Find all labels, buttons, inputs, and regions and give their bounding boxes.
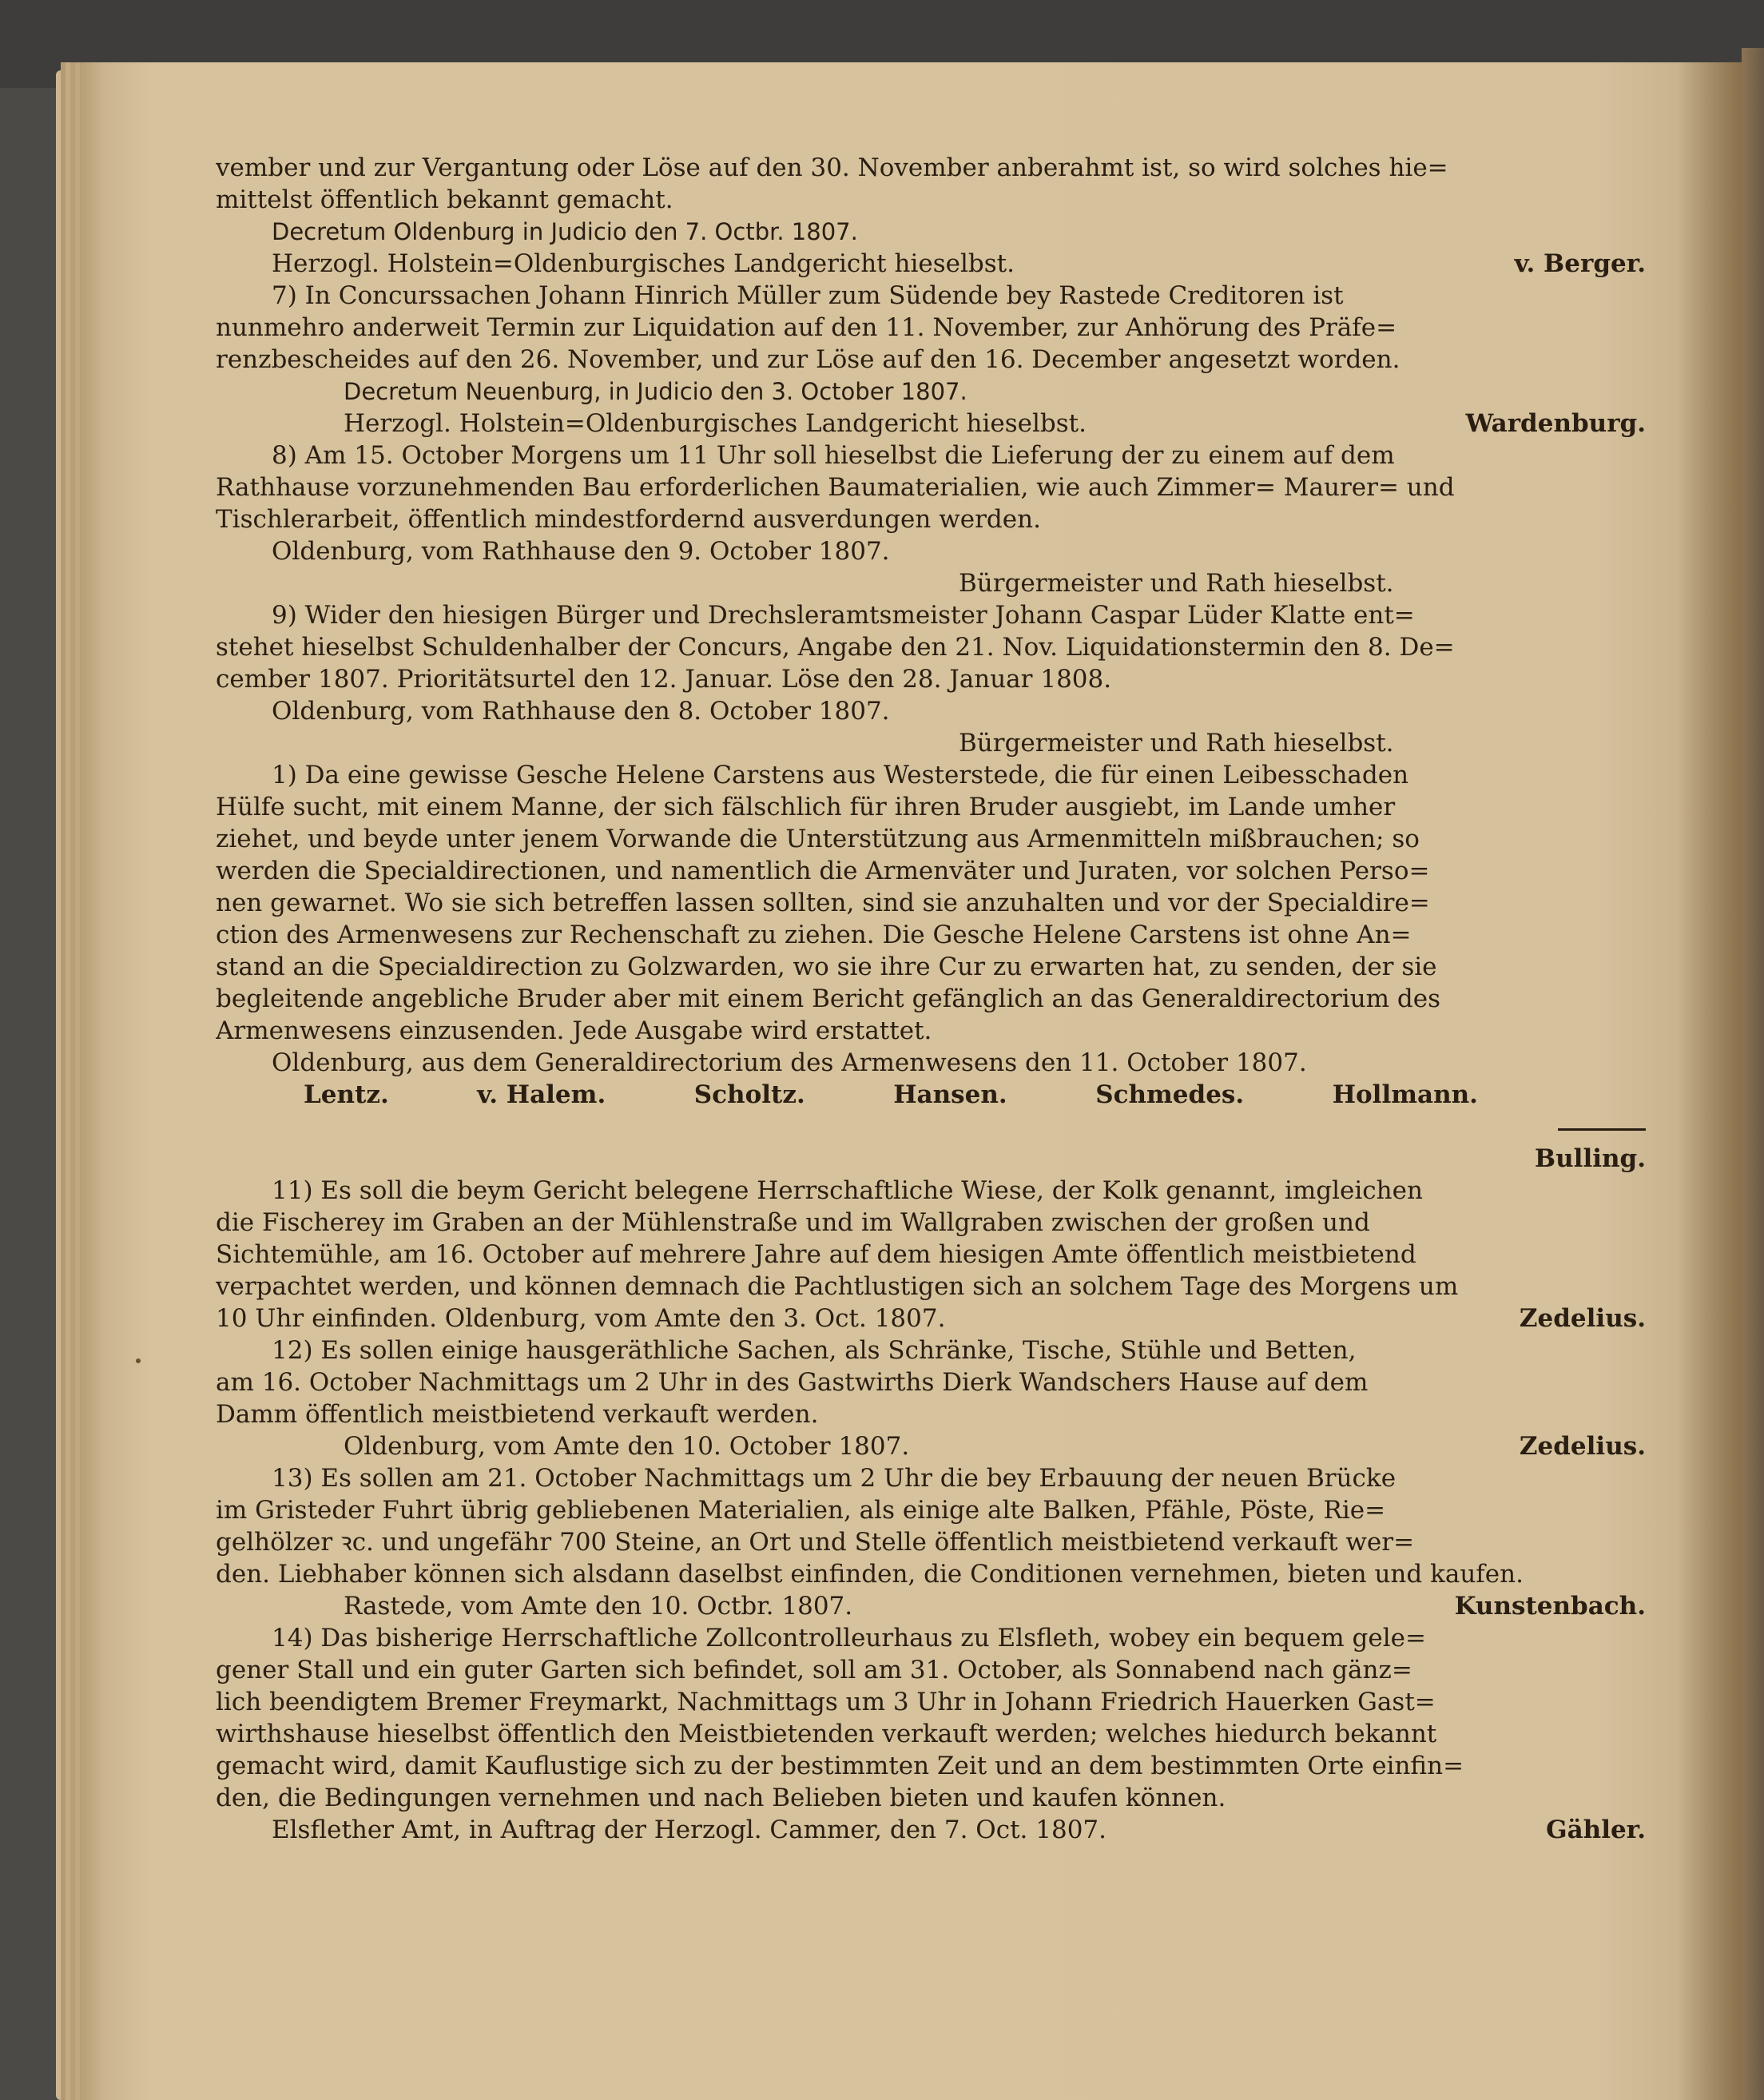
signature-line xyxy=(216,1814,1646,1846)
text-line: cember 1807. Prioritätsurtel den 12. Januar. Löse den 28. Januar 1808. xyxy=(216,665,1112,694)
text-line: ziehet, und beyde unter jenem Vorwande die Unterstützung aus Armenmitteln mißbrauchen; so xyxy=(216,825,1420,853)
date-line: Oldenburg, vom Rathhause den 9. October 1807. xyxy=(272,537,890,566)
text-line: werden die Specialdirectionen, und namentlich die Armenväter und Juraten, vor solchen Perso= xyxy=(216,857,1430,885)
signature: Wardenburg. xyxy=(1465,409,1646,438)
text-line: Sichtemühle, am 16. October auf mehrere Jahre auf dem hiesigen Amte öffentlich meistbietend xyxy=(216,1240,1416,1269)
notice-14-line: 14) Das bisherige Herrschaftliche Zollcontrolleurhaus zu Elsfleth, wobey ein bequem gele= xyxy=(272,1624,1426,1653)
signature-line xyxy=(216,1303,1646,1334)
signature: Zedelius. xyxy=(1519,1432,1646,1461)
text-line: den. Liebhaber können sich alsdann daselbst einfinden, die Conditionen vernehmen, bieten und kaufen. xyxy=(216,1560,1524,1589)
signature: Gähler. xyxy=(1546,1816,1646,1844)
notice-10-line: 1) Da eine gewisse Gesche Helene Carstens aus Westerstede, die für einen Leibesschaden xyxy=(272,761,1409,789)
text-line: Damm öffentlich meistbietend verkauft werden. xyxy=(216,1400,819,1429)
text-line: stehet hieselbst Schuldenhalber der Concurs, Angabe den 21. Nov. Liquidationstermin den 8. De= xyxy=(216,633,1455,662)
signatory: Hollmann. xyxy=(1332,1080,1478,1109)
text-line: Rathhause vorzunehmenden Bau erforderlichen Baumaterialien, wie auch Zimmer= Maurer= und xyxy=(216,473,1455,502)
text-line: begleitende angebliche Bruder aber mit einem Bericht gefänglich an das Generaldirectorium des xyxy=(216,984,1441,1013)
signatory: Schmedes. xyxy=(1095,1080,1245,1109)
text-line: gener Stall und ein guter Garten sich befindet, soll am 31. October, als Sonnabend nach gänz= xyxy=(216,1656,1412,1684)
signatory: Lentz. xyxy=(304,1080,389,1109)
signatory: Scholtz. xyxy=(693,1080,805,1109)
date-text: Oldenburg, vom Amte den 10. October 1807. xyxy=(344,1432,910,1461)
signature-line xyxy=(216,1590,1646,1622)
signature: v. Berger. xyxy=(1514,249,1646,278)
paper-spot xyxy=(136,1358,141,1363)
notice-8-line: 8) Am 15. October Morgens um 11 Uhr soll hieselbst die Lieferung der zu einem auf dem xyxy=(272,441,1395,470)
newspaper-text xyxy=(216,152,1646,1846)
signature-line: Bürgermeister und Rath hieselbst. xyxy=(959,729,1394,758)
text-line: wirthshause hieselbst öffentlich den Meistbietenden verkauft werden; welches hiedurch bekannt xyxy=(216,1720,1437,1748)
notice-7-line: 7) In Concurssachen Johann Hinrich Müller zum Südende bey Rastede Creditoren ist xyxy=(272,281,1344,310)
court-name: Herzogl. Holstein=Oldenburgisches Landgericht hieselbst. xyxy=(272,249,1015,278)
signature-line xyxy=(216,408,1646,439)
book-right-edge xyxy=(1742,48,1764,2100)
date-text: 10 Uhr einfinden. Oldenburg, vom Amte den 3. Oct. 1807. xyxy=(216,1304,946,1333)
text-line: mittelst öffentlich bekannt gemacht. xyxy=(216,185,673,214)
signature-line xyxy=(216,1430,1646,1462)
text-line: gemacht wird, damit Kauflustige sich zu der bestimmten Zeit und an dem bestimmten Orte einfin= xyxy=(216,1752,1464,1780)
text-line: am 16. October Nachmittags um 2 Uhr in des Gastwirths Dierk Wandschers Hause auf dem xyxy=(216,1368,1369,1397)
signatory: v. Halem. xyxy=(477,1080,606,1109)
signature-line: Bürgermeister und Rath hieselbst. xyxy=(959,569,1394,598)
signature: Kunstenbach. xyxy=(1454,1592,1646,1621)
text-line: Tischlerarbeit, öffentlich mindestfordernd ausverdungen werden. xyxy=(216,505,1041,534)
notice-12-line: 12) Es sollen einige hausgeräthliche Sachen, als Schränke, Tische, Stühle und Betten, xyxy=(272,1336,1357,1365)
text-line: Armenwesens einzusenden. Jede Ausgabe wird erstattet. xyxy=(216,1016,932,1045)
text-line: stand an die Specialdirection zu Golzwarden, wo sie ihre Cur zu erwarten hat, zu senden, der sie xyxy=(216,953,1437,981)
date-line: Oldenburg, aus dem Generaldirectorium des Armenwesens den 11. October 1807. xyxy=(272,1048,1307,1077)
text-line: renzbescheides auf den 26. November, und zur Löse auf den 16. December angesetzt worden. xyxy=(216,345,1400,374)
notice-9-line: 9) Wider den hiesigen Bürger und Drechsleramtsmeister Johann Caspar Lüder Klatte ent= xyxy=(272,601,1415,630)
text-line: die Fischerey im Graben an der Mühlenstraße und im Wallgraben zwischen der großen und xyxy=(216,1208,1370,1237)
text-line: nen gewarnet. Wo sie sich betreffen lassen sollten, sind sie anzuhalten und vor der Specialdire= xyxy=(216,889,1430,917)
text-line: lich beendigtem Bremer Freymarkt, Nachmittags um 3 Uhr in Johann Friedrich Hauerken Gast= xyxy=(216,1688,1436,1716)
signature: Zedelius. xyxy=(1519,1304,1646,1333)
notice-11-line: 11) Es soll die beym Gericht belegene Herrschaftliche Wiese, der Kolk genannt, imgleichen xyxy=(272,1176,1423,1205)
text-line: den, die Bedingungen vernehmen und nach Belieben bieten und kaufen können. xyxy=(216,1784,1226,1812)
text-line: Hülfe sucht, mit einem Manne, der sich fälschlich für ihren Bruder ausgiebt, im Lande umher xyxy=(216,793,1396,821)
page-gutter-shadow xyxy=(1678,62,1742,2100)
date-text: Elsflether Amt, in Auftrag der Herzogl. Cammer, den 7. Oct. 1807. xyxy=(272,1816,1106,1844)
court-name: Herzogl. Holstein=Oldenburgisches Landgericht hieselbst. xyxy=(344,409,1087,438)
text-line: nunmehro anderweit Termin zur Liquidation auf den 11. November, zur Anhörung des Präfe= xyxy=(216,313,1397,342)
decretum-line: Decretum Neuenburg, in Judicio den 3. October 1807. xyxy=(344,378,967,405)
date-line: Oldenburg, vom Rathhause den 8. October 1807. xyxy=(272,697,890,726)
signature-line xyxy=(216,1111,1646,1143)
signature-line xyxy=(216,248,1646,280)
text-line: gelhölzer ꝛc. und ungefähr 700 Steine, an Ort und Stelle öffentlich meistbietend verkauft wer= xyxy=(216,1528,1415,1557)
signature: Bulling. xyxy=(1534,1144,1646,1173)
decretum-line: Decretum Oldenburg in Judicio den 7. Octbr. 1807. xyxy=(272,218,858,245)
signatories-line xyxy=(216,1079,1646,1111)
signatory: Hansen. xyxy=(893,1080,1007,1109)
divider-rule xyxy=(1558,1111,1646,1131)
text-line: vember und zur Vergantung oder Löse auf den 30. November anberahmt ist, so wird solches hie= xyxy=(216,153,1448,182)
text-line: im Gristeder Fuhrt übrig gebliebenen Materialien, als einige alte Balken, Pfähle, Pöste, Rie= xyxy=(216,1496,1386,1525)
date-text: Rastede, vom Amte den 10. Octbr. 1807. xyxy=(344,1592,853,1621)
notice-13-line: 13) Es sollen am 21. October Nachmittags um 2 Uhr die bey Erbauung der neuen Brücke xyxy=(272,1464,1396,1493)
text-line: ction des Armenwesens zur Rechenschaft zu ziehen. Die Gesche Helene Carstens ist ohne An= xyxy=(216,921,1412,949)
text-line: verpachtet werden, und können demnach die Pachtlustigen sich an solchem Tage des Morgens um xyxy=(216,1272,1459,1301)
